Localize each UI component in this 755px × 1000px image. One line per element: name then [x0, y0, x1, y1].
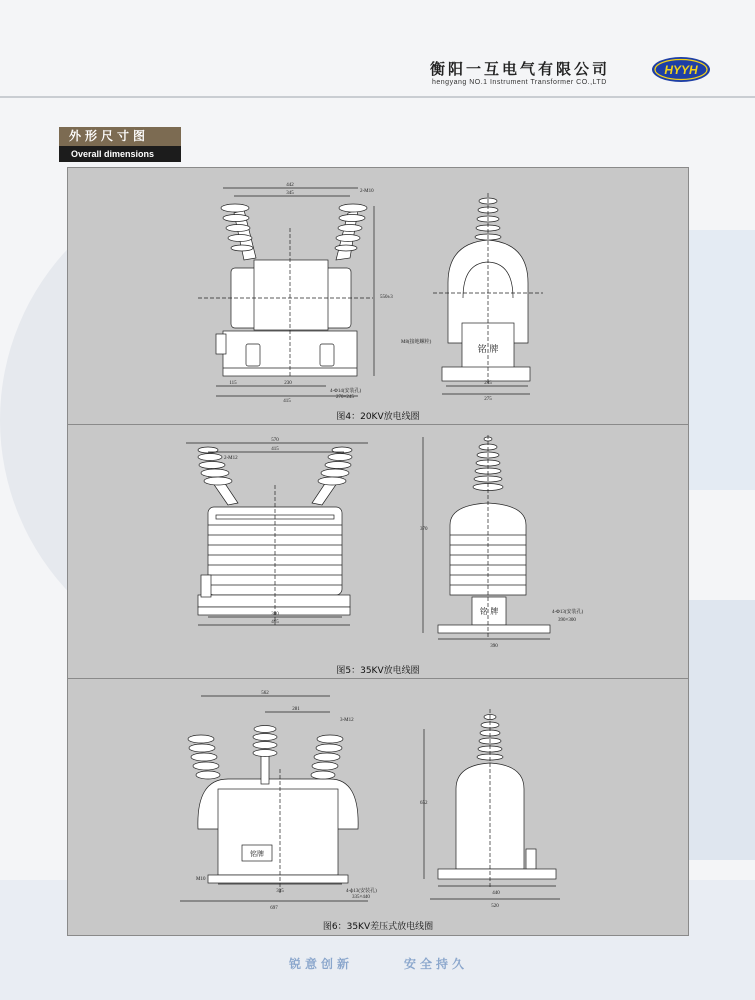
- footer-slogan-right: 安全持久: [404, 957, 469, 971]
- section-title-en: Overall dimensions: [59, 146, 181, 162]
- svg-text:390: 390: [490, 644, 498, 649]
- company-name-en: hengyang NO.1 Instrument Transformer CO.,LTD: [432, 79, 607, 86]
- section-title-cn: 外形尺寸图: [59, 127, 181, 146]
- svg-text:300: 300: [271, 612, 279, 617]
- svg-text:335×440: 335×440: [352, 895, 370, 900]
- svg-text:550±3: 550±3: [380, 295, 393, 300]
- svg-text:281: 281: [292, 707, 300, 712]
- svg-text:562: 562: [261, 691, 269, 696]
- svg-text:570: 570: [271, 438, 279, 443]
- drawing-panel-35kv: [68, 425, 688, 679]
- svg-text:铭 牌: 铭 牌: [479, 607, 499, 616]
- header-divider: [0, 96, 755, 98]
- svg-text:370: 370: [420, 527, 428, 532]
- svg-text:345: 345: [286, 191, 294, 196]
- drawing-panel-20kv: [68, 168, 688, 425]
- company-name-cn: 衡阳一互电气有限公司: [430, 60, 611, 78]
- svg-text:M8(接地螺栓): M8(接地螺栓): [401, 340, 432, 345]
- svg-text:442: 442: [286, 183, 294, 188]
- company-logo: [651, 56, 711, 83]
- svg-text:652: 652: [420, 801, 428, 806]
- svg-text:415: 415: [271, 447, 279, 452]
- svg-text:465: 465: [271, 620, 279, 625]
- svg-text:390×300: 390×300: [558, 618, 576, 623]
- footer-slogan-left: 锐意创新: [289, 957, 354, 971]
- svg-text:697: 697: [270, 906, 278, 911]
- drawing-panel-35kv-differential: [68, 679, 688, 935]
- svg-text:230: 230: [284, 381, 292, 386]
- svg-text:4-Φ14(安装孔): 4-Φ14(安装孔): [330, 389, 362, 394]
- svg-text:440: 440: [492, 891, 500, 896]
- svg-text:2-M10: 2-M10: [360, 189, 374, 194]
- svg-text:4-Φ13(安装孔): 4-Φ13(安装孔): [552, 610, 584, 615]
- svg-text:铭 牌: 铭 牌: [477, 345, 499, 355]
- svg-text:HYYH: HYYH: [664, 63, 698, 77]
- svg-text:245: 245: [484, 381, 492, 386]
- drawing-35kv: [68, 425, 688, 679]
- svg-text:270×245: 270×245: [336, 395, 354, 400]
- svg-text:2-M12: 2-M12: [224, 456, 238, 461]
- svg-text:275: 275: [484, 397, 492, 402]
- svg-text:115: 115: [229, 381, 237, 386]
- svg-text:520: 520: [491, 904, 499, 909]
- svg-text:4-ф13(安装孔): 4-ф13(安装孔): [346, 889, 377, 894]
- drawing-35kv-differential: [68, 679, 688, 935]
- svg-text:3-M12: 3-M12: [340, 718, 354, 723]
- svg-text:铭牌: 铭牌: [250, 850, 264, 858]
- caption-35kv-differential: 图6：35KV差压式放电线圈: [322, 922, 434, 932]
- caption-20kv: 图4：20KV放电线圈: [336, 412, 420, 422]
- caption-35kv: 图5：35KV放电线圈: [336, 666, 420, 676]
- svg-text:335: 335: [276, 889, 284, 894]
- svg-text:M10: M10: [196, 877, 206, 882]
- drawings-frame: [67, 167, 689, 936]
- drawing-20kv: [68, 168, 688, 425]
- svg-text:415: 415: [283, 399, 291, 404]
